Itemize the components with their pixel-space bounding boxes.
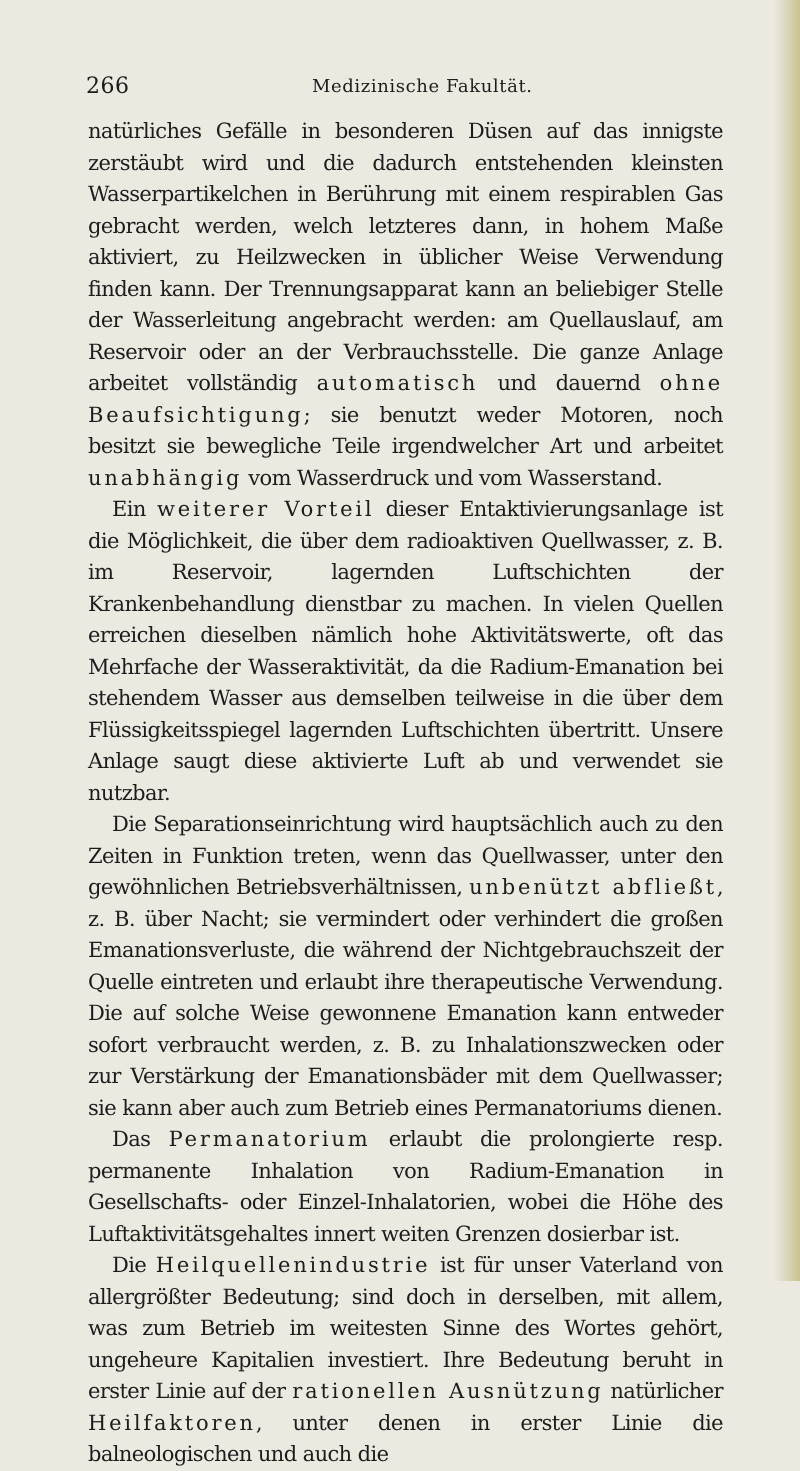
page-edge — [774, 0, 800, 1281]
text-run: Das — [112, 1127, 169, 1151]
spaced-emphasis: ohne Beaufsichtigung — [88, 371, 723, 427]
text-run: vom Wasserdruck und vom Wasserstand. — [242, 465, 663, 490]
spaced-emphasis: Heilquellenindustrie — [155, 1253, 431, 1277]
text-run: natürliches Gefälle in besonderen Düsen auf das innigste zerstäubt wird und die dadurch entstehenden kleinsten Wasserpartikelchen in Berührung mit einem respirablen Gas gebracht werden, welch letzteres dann, in hohem Maße aktiviert, zu Heilzwecken in üblicher Weise Verwendung finden kann. Der Trennungsapparat kann an beliebiger Stelle der Wasserleitung angebracht werden: am Quellauslauf, am Reservoir oder an der Verbrauchsstelle. Die ganze Anlage arbeitet vollständig — [88, 119, 723, 395]
spaced-emphasis: automatisch — [316, 371, 479, 395]
text-run: dieser Entaktivierungsanlage ist die Möglichkeit, die über dem radioaktiven Quellwasser, z. B. im Reservoir, lagernden Luftschichten der Krankenbehandlung dienstbar zu machen. In vielen Quellen erreichen dieselben nämlich hohe Aktivitätswerte, oft das Mehrfache der Wasseraktivität, da die Radium-Emanation bei stehendem Wasser aus demselben teilweise in die über dem Flüssigkeitsspiegel lagernden Luftschichten übertritt. Unsere Anlage saugt diese aktivierte Luft ab und verwendet sie nutzbar. — [88, 497, 724, 805]
paragraph — [88, 809, 723, 1124]
paragraph — [88, 494, 723, 809]
text-run: Die — [112, 1253, 156, 1277]
spaced-emphasis: weiterer Vorteil — [157, 497, 375, 521]
text-run: erlaubt die prolongierte resp. permanente Inhalation von Radium-Emanation in Gesellschafts- oder Einzel-Inhalatorien, wobei die Höhe des Luftaktivitätsgehaltes innert weiten Grenzen dosierbar ist. — [88, 1127, 723, 1246]
text-run: , z. B. über Nacht; sie vermindert oder verhindert die großen Emanationsverluste, die während der Nichtgebrauchszeit der Quelle eintreten und erlaubt ihre therapeutische Verwendung. Die auf solche Weise gewonnene Emanation kann entweder sofort verbraucht werden, z. B. zu Inhalationszwecken oder zur Verstärkung der Emanationsbäder mit dem Quellwasser; sie kann aber auch zum Betrieb eines Permanatoriums dienen. — [88, 875, 723, 1120]
body-text — [88, 116, 723, 1471]
page-header — [86, 74, 726, 104]
text-run: Ein — [112, 497, 158, 521]
text-run: und dauernd — [478, 371, 660, 395]
spaced-emphasis: Heilfaktoren — [88, 1410, 256, 1435]
paragraph — [88, 1250, 723, 1471]
page-number: 266 — [86, 74, 130, 99]
spaced-emphasis: Permanatorium — [168, 1127, 371, 1151]
spaced-emphasis: unabhängig — [88, 465, 243, 490]
spaced-emphasis: unbenützt abfließt — [469, 875, 717, 899]
spaced-emphasis: rationellen Ausnützung — [292, 1379, 604, 1403]
running-head: Medizinische Fakultät. — [312, 76, 533, 97]
text-run: Die Separationseinrichtung wird hauptsächlich auch zu den Zeiten in Funktion treten, wenn das Quellwasser, unter den gewöhnlichen Betriebsverhältnissen, — [88, 812, 723, 899]
text-run: ist für unser Vaterland von allergrößter Bedeutung; sind doch in derselben, mit allem, was zum Betrieb im weitesten Sinne des Wortes gehört, ungeheure Kapitalien investiert. Ihre Bedeutung beruht in erster Linie auf der — [88, 1253, 723, 1403]
text-run: , unter denen in erster Linie die balneologischen und auch die — [88, 1410, 723, 1466]
paragraph — [88, 116, 723, 494]
paragraph — [88, 1124, 723, 1250]
text-run: natürlicher — [603, 1379, 723, 1403]
text-run: ; sie benutzt weder Motoren, noch besitzt sie bewegliche Teile irgendwelcher Art und arbeitet — [88, 402, 723, 458]
